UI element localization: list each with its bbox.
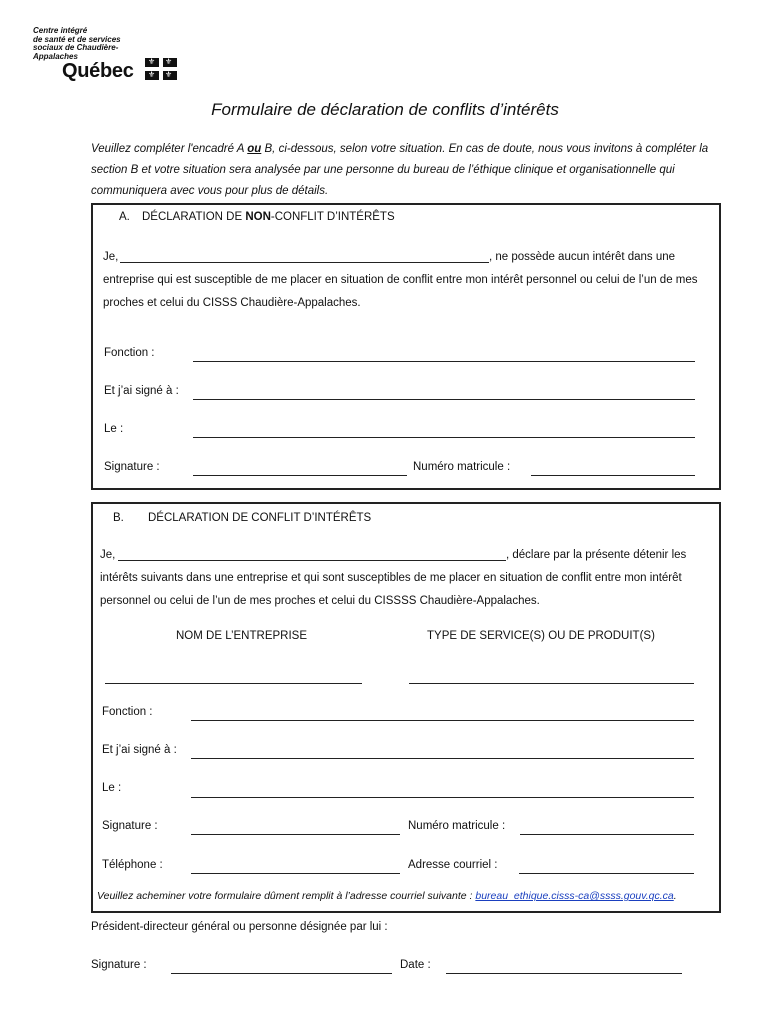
fonction-label-a: Fonction : bbox=[104, 347, 155, 359]
signe-label-b: Et j’ai signé à : bbox=[102, 744, 177, 756]
president-label: Président-directeur général ou personne désignée par lui : bbox=[91, 921, 388, 933]
section-a-je: Je, bbox=[103, 251, 119, 263]
courriel-label: Adresse courriel : bbox=[408, 859, 498, 871]
note-text: Veuillez acheminer votre formulaire dûment remplit à l’adresse courriel suivante : bbox=[97, 890, 476, 902]
le-label-a: Le : bbox=[104, 423, 124, 435]
name-field-a[interactable] bbox=[120, 262, 489, 263]
entreprise-field[interactable] bbox=[105, 683, 362, 684]
signe-label-a: Et j’ai signé à : bbox=[104, 385, 179, 397]
heading-text: DÉCLARATION DE bbox=[142, 211, 246, 223]
le-field-b[interactable] bbox=[191, 797, 694, 798]
section-a-letter: A. bbox=[119, 211, 130, 223]
section-a-heading bbox=[142, 211, 395, 223]
note-text: . bbox=[673, 890, 677, 902]
intro-text: B, ci-dessous, selon votre situation. En cas de doute, nous vous invitons à compléter la section B et votre situation sera analysée par une personne du bureau de l’éthique clinique et organisationnelle qui communiquera avec vous pour plus de détails. bbox=[91, 143, 709, 197]
fleur-de-lis-icon: ⚜ bbox=[165, 57, 173, 66]
signature-field-a[interactable] bbox=[193, 475, 407, 476]
matricule-label-b: Numéro matricule : bbox=[408, 820, 506, 832]
signature-label-a: Signature : bbox=[104, 461, 160, 473]
matricule-field-b[interactable] bbox=[520, 834, 694, 835]
signature-field-b[interactable] bbox=[191, 834, 400, 835]
le-label-b: Le : bbox=[102, 782, 122, 794]
intro-ou: ou bbox=[247, 143, 262, 155]
col-entreprise-header: NOM DE L’ENTREPRISE bbox=[176, 630, 307, 642]
heading-bold: NON bbox=[245, 211, 271, 223]
org-line: sociaux de Chaudière- bbox=[33, 43, 119, 52]
intro-paragraph bbox=[91, 139, 711, 202]
name-field-b[interactable] bbox=[118, 560, 506, 561]
intro-text: Veuillez compléter l'encadré A bbox=[91, 143, 248, 155]
fonction-field-a[interactable] bbox=[193, 361, 695, 362]
fleur-de-lis-icon: ⚜ bbox=[148, 57, 156, 66]
president-date-field[interactable] bbox=[446, 973, 682, 974]
section-b-line3: personnel ou celui de l’un de mes proches et celui du CISSSS Chaudière-Appalaches. bbox=[100, 595, 540, 607]
signe-field-a[interactable] bbox=[193, 399, 695, 400]
submission-note bbox=[97, 890, 677, 902]
section-b-line1: , déclare par la présente détenir les bbox=[506, 549, 687, 561]
section-a-line1: , ne possède aucun intérêt dans une bbox=[489, 251, 676, 263]
organization-name bbox=[33, 27, 143, 61]
form-title: Formulaire de déclaration de conflits d’intérêts bbox=[211, 100, 559, 119]
signature-label-b: Signature : bbox=[102, 820, 158, 832]
fleur-de-lis-icon: ⚜ bbox=[165, 70, 173, 79]
quebec-wordmark: Québec bbox=[62, 60, 134, 82]
telephone-label: Téléphone : bbox=[102, 859, 163, 871]
quebec-flag-icon bbox=[145, 58, 177, 80]
president-signature-label: Signature : bbox=[91, 959, 147, 971]
fonction-label-b: Fonction : bbox=[102, 706, 153, 718]
president-signature-field[interactable] bbox=[171, 973, 392, 974]
section-b-letter: B. bbox=[113, 512, 124, 524]
heading-text: -CONFLIT D’INTÉRÊTS bbox=[270, 211, 395, 223]
section-a-line3: proches et celui du CISSS Chaudière-Appalaches. bbox=[103, 297, 361, 309]
org-line: Appalaches bbox=[33, 51, 78, 61]
fleur-de-lis-icon: ⚜ bbox=[148, 70, 156, 79]
fonction-field-b[interactable] bbox=[191, 720, 694, 721]
email-link[interactable]: bureau_ethique.cisss-ca@ssss.gouv.qc.ca bbox=[475, 890, 674, 902]
president-date-label: Date : bbox=[400, 959, 431, 971]
col-service-header: TYPE DE SERVICE(S) OU DE PRODUIT(S) bbox=[427, 630, 655, 642]
section-b-heading: DÉCLARATION DE CONFLIT D’INTÉRÊTS bbox=[148, 512, 372, 524]
telephone-field[interactable] bbox=[191, 873, 400, 874]
matricule-label-a: Numéro matricule : bbox=[413, 461, 511, 473]
org-line: de santé et de services bbox=[33, 34, 121, 44]
section-a-line2: entreprise qui est susceptible de me placer en situation de conflit entre mon intérêt personnel ou celui de l’un de mes bbox=[103, 274, 698, 286]
signe-field-b[interactable] bbox=[191, 758, 694, 759]
courriel-field[interactable] bbox=[519, 873, 694, 874]
service-field[interactable] bbox=[409, 683, 694, 684]
section-b-line2: intérêts suivants dans une entreprise et qui sont susceptibles de me placer en situation de conflit entre mon intérêt bbox=[100, 572, 682, 584]
le-field-a[interactable] bbox=[193, 437, 695, 438]
org-line: Centre intégré bbox=[33, 26, 88, 35]
section-b-je: Je, bbox=[100, 549, 116, 561]
matricule-field-a[interactable] bbox=[531, 475, 695, 476]
